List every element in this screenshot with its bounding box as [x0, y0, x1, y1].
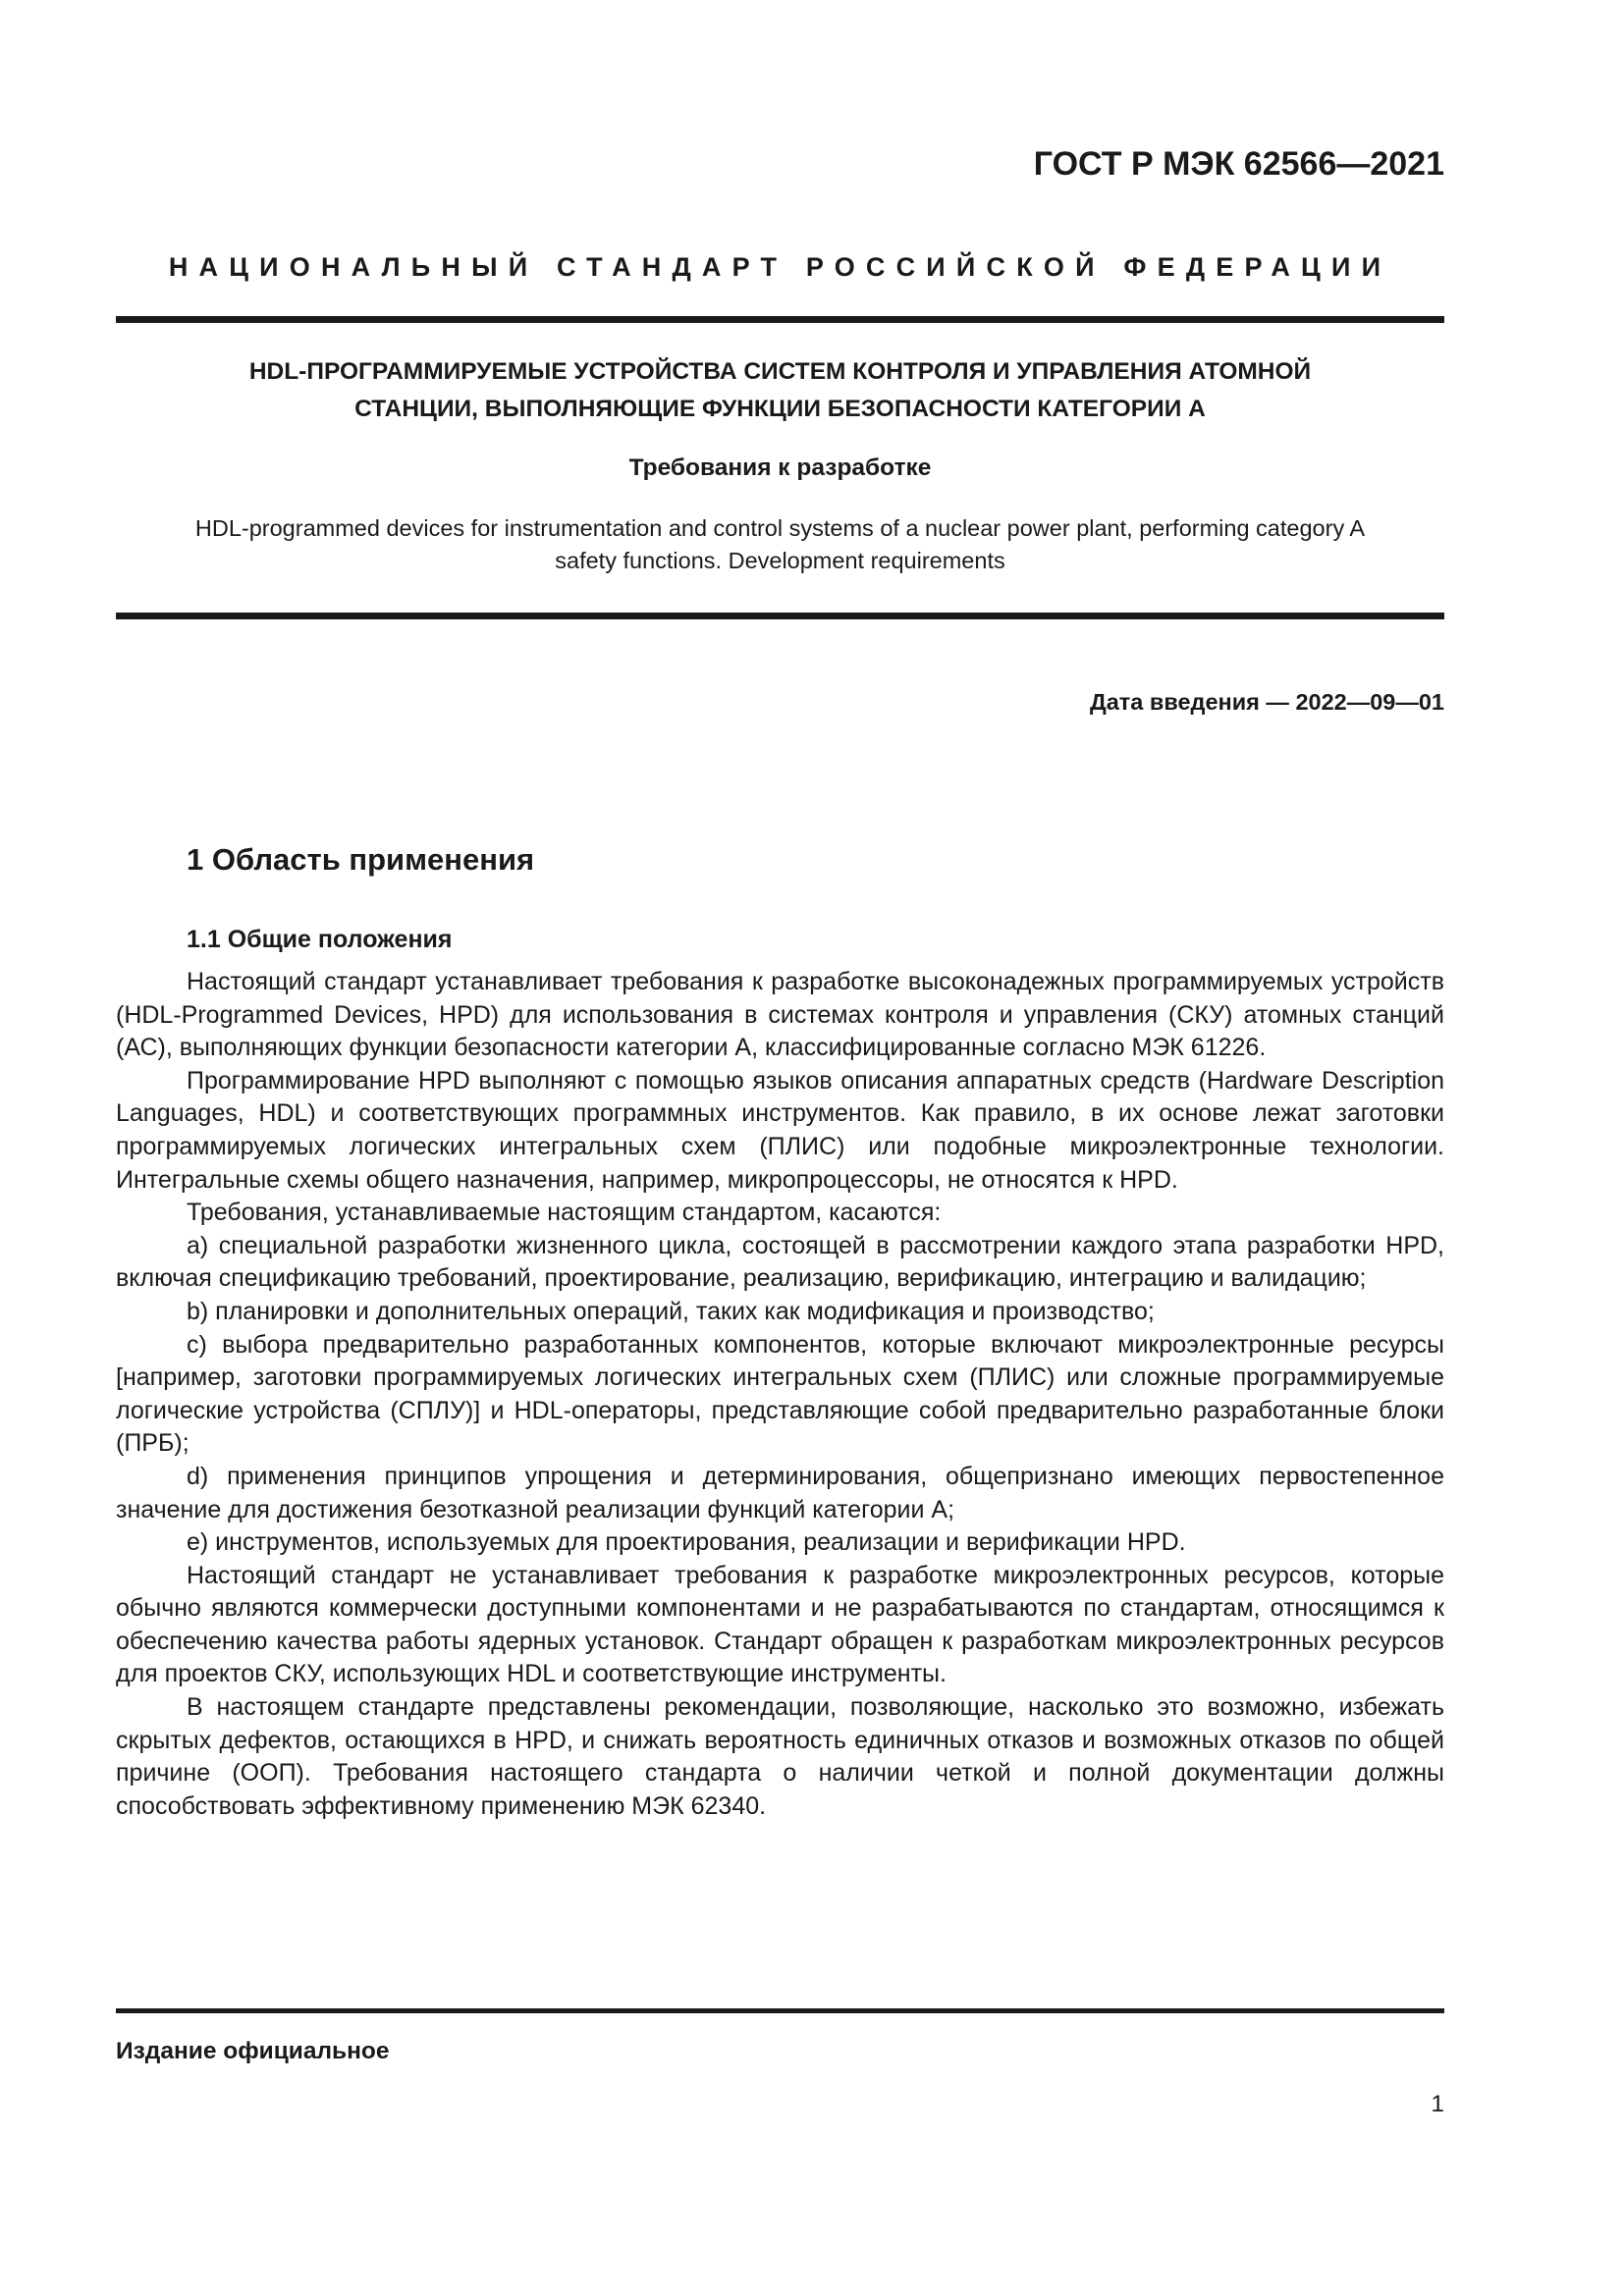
document-title-line-2: СТАНЦИИ, ВЫПОЛНЯЮЩИЕ ФУНКЦИИ БЕЗОПАСНОСТИ КАТЕГОРИИ А [354, 396, 1206, 422]
list-item: e) инструментов, используемых для проектирования, реализации и верификации HPD. [187, 1528, 1186, 1557]
document-subtitle: Требования к разработке [628, 454, 932, 481]
list-item: d) применения принципов упрощения и детерминирования, общепризнано имеющих первостепенное значение для достижения безотказной реализации функций категории А; [116, 1462, 1444, 1523]
paragraph: Настоящий стандарт устанавливает требования к разработке высоконадежных программируемых устройств (HDL-Programmed Devices, HPD) для использования в системах контроля и управления (СКУ) атомных станций (АС), выполняющих функции безопасности категории А, классифицированные согласно МЭК 61226. [116, 968, 1444, 1062]
title-bottom-rule [116, 613, 1444, 619]
paragraph: Требования, устанавливаемые настоящим стандартом, касаются: [187, 1199, 942, 1227]
section-heading: 1 Область применения [187, 842, 535, 877]
english-title-line-2: safety functions. Development requirements [555, 548, 1005, 573]
footer-rule [116, 2008, 1444, 2013]
document-title-line-1: HDL-ПРОГРАММИРУЕМЫЕ УСТРОЙСТВА СИСТЕМ КОНТРОЛЯ И УПРАВЛЕНИЯ АТОМНОЙ [248, 358, 1312, 385]
paragraph: Настоящий стандарт не устанавливает требования к разработке микроэлектронных ресурсов, которые обычно являются коммерчески доступными компонентами и не разрабатываются по стандартам, относящимся к обеспечению качества работы ядерных установок. Стандарт обращен к разработкам микроэлектронных ресурсов для проектов СКУ, использующих HDL и соответствующие инструменты. [116, 1561, 1444, 1688]
national-standard-title: НАЦИОНАЛЬНЫЙ СТАНДАРТ РОССИЙСКОЙ ФЕДЕРАЦИИ [168, 252, 1392, 282]
document-title [116, 353, 1444, 428]
edition-label: Издание официальное [116, 2038, 390, 2064]
english-title-line-1: HDL-programmed devices for instrumentation and control systems of a nuclear power plant, performing category A [194, 515, 1366, 541]
page-number: 1 [1431, 2091, 1444, 2117]
list-item: b) планировки и дополнительных операций, таких как модификация и производство; [187, 1297, 1155, 1325]
standard-code: ГОСТ Р МЭК 62566—2021 [1033, 145, 1444, 183]
paragraph: В настоящем стандарте представлены рекомендации, позволяющие, насколько это возможно, избежать скрытых дефектов, остающихся в HPD, и снижать вероятность единичных отказов и возможных отказов по общей причине (ООП). Требования настоящего стандарта о наличии четкой и полной документации должны способствовать эффективному применению МЭК 62340. [116, 1693, 1444, 1820]
paragraph: Программирование HPD выполняют с помощью языков описания аппаратных средств (Hardware Description Languages, HDL) и соответствующих программных инструментов. Как правило, в их основе лежат заготовки программируемых логических интегральных схем (ПЛИС) или подобные микроэлектронные технологии. Интегральные схемы общего назначения, например, микропроцессоры, не относятся к HPD. [116, 1066, 1444, 1194]
list-item: c) выбора предварительно разработанных компонентов, которые включают микроэлектронные ресурсы [например, заготовки программируемых логических интегральных схем (ПЛИС) или сложные программируемые логические устройства (СПЛУ)] и HDL-операторы, представляющие собой предварительно разработанные блоки (ПРБ); [116, 1330, 1444, 1458]
introduction-date: Дата введения — 2022—09—01 [1089, 689, 1444, 715]
top-rule [116, 316, 1444, 323]
list-item: a) специальной разработки жизненного цикла, состоящей в рассмотрении каждого этапа разработки HPD, включая спецификацию требований, проектирование, реализацию, верификацию, интеграцию и валидацию; [116, 1231, 1444, 1293]
english-title [116, 512, 1444, 577]
body-text [116, 966, 1444, 1823]
subsection-heading: 1.1 Общие положения [187, 926, 453, 953]
